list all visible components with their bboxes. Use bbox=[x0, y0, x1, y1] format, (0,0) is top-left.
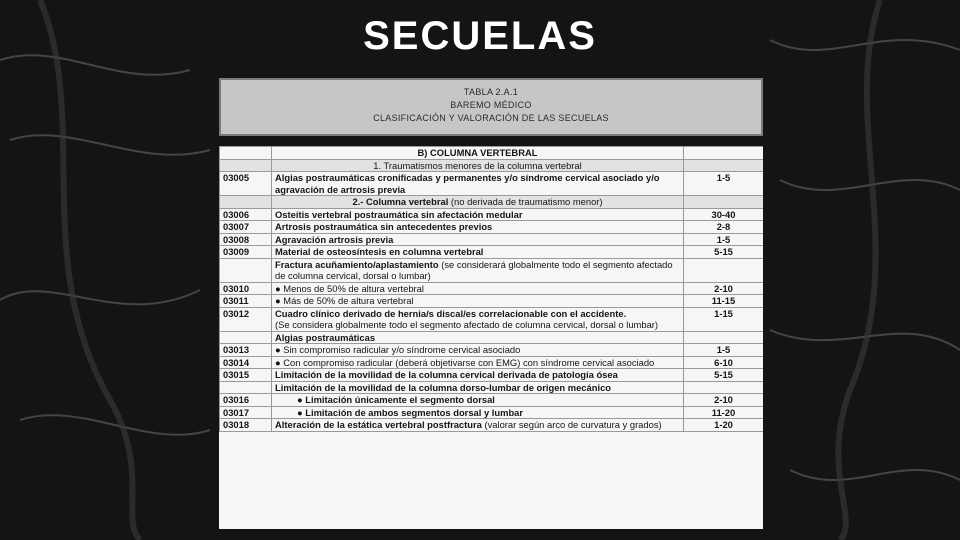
row-value: 5-15 bbox=[684, 369, 764, 382]
baremo-table-container bbox=[219, 146, 763, 529]
row-description-note: (Se considera globalmente todo el segmento afectado de columna cervical, dorsal o lumbar) bbox=[275, 319, 659, 330]
row-description: ● Menos de 50% de altura vertebral bbox=[272, 282, 684, 295]
row-code: 03015 bbox=[220, 369, 272, 382]
row-description-text: ● Limitación de ambos segmentos dorsal y lumbar bbox=[297, 406, 524, 418]
document-header bbox=[219, 78, 763, 136]
row-code: 03016 bbox=[220, 394, 272, 407]
row-code: 03005 bbox=[220, 172, 272, 196]
table-row bbox=[220, 369, 764, 382]
table-row bbox=[220, 295, 764, 308]
limitacion-heading: Limitación de la movilidad de la columna dorso-lumbar de origen mecánico bbox=[272, 381, 684, 394]
table-row bbox=[220, 394, 764, 407]
table-row bbox=[220, 208, 764, 221]
table-row bbox=[220, 307, 764, 331]
row-code: 03009 bbox=[220, 246, 272, 259]
row-value: 5-15 bbox=[684, 246, 764, 259]
row-value: 1-20 bbox=[684, 419, 764, 432]
row-description: Osteítis vertebral postraumática sin afectación medular bbox=[272, 208, 684, 221]
row-value: 11-20 bbox=[684, 406, 764, 419]
subsection-1-row bbox=[220, 159, 764, 172]
row-description: Agravación artrosis previa bbox=[272, 233, 684, 246]
table-row bbox=[220, 282, 764, 295]
row-description-title: Alteración de la estática vertebral postfractura bbox=[275, 419, 482, 430]
subsection-2-title: 2.- Columna vertebral bbox=[352, 196, 449, 207]
fractura-heading-row bbox=[220, 258, 764, 282]
subsection-1: 1. Traumatismos menores de la columna vertebral bbox=[272, 159, 684, 172]
row-value: 1-5 bbox=[684, 233, 764, 246]
row-description-title: Cuadro clínico derivado de hernia/s discal/es correlacionable con el accidente. bbox=[275, 307, 627, 319]
subsection-2 bbox=[272, 196, 684, 209]
row-value: 1-5 bbox=[684, 344, 764, 357]
row-code: 03011 bbox=[220, 295, 272, 308]
table-row bbox=[220, 406, 764, 419]
row-code: 03008 bbox=[220, 233, 272, 246]
row-description bbox=[272, 394, 684, 407]
row-description bbox=[272, 307, 684, 331]
row-code: 03006 bbox=[220, 208, 272, 221]
row-code: 03018 bbox=[220, 419, 272, 432]
row-value: 6-10 bbox=[684, 356, 764, 369]
algias-heading: Algias postraumáticas bbox=[272, 331, 684, 344]
row-code: 03007 bbox=[220, 221, 272, 234]
row-description: ● Más de 50% de altura vertebral bbox=[272, 295, 684, 308]
row-description-text: ● Limitación únicamente el segmento dorsal bbox=[297, 394, 495, 405]
limitacion-heading-row bbox=[220, 381, 764, 394]
table-row bbox=[220, 172, 764, 196]
row-description: ● Sin compromiso radicular y/o síndrome cervical asociado bbox=[272, 344, 684, 357]
table-row bbox=[220, 419, 764, 432]
subsection-2-note: (no derivada de traumatismo menor) bbox=[450, 196, 603, 207]
row-value: 1-5 bbox=[684, 172, 764, 196]
row-value: 30-40 bbox=[684, 208, 764, 221]
header-line-classification: CLASIFICACIÓN Y VALORACIÓN DE LAS SECUELAS bbox=[373, 113, 609, 123]
row-code: 03010 bbox=[220, 282, 272, 295]
row-value: 2-10 bbox=[684, 394, 764, 407]
algias-heading-row bbox=[220, 331, 764, 344]
fractura-heading bbox=[272, 258, 684, 282]
row-value: 11-15 bbox=[684, 295, 764, 308]
row-code: 03017 bbox=[220, 406, 272, 419]
table-row bbox=[220, 221, 764, 234]
subsection-2-row bbox=[220, 196, 764, 209]
header-line-table: TABLA 2.A.1 bbox=[463, 87, 519, 97]
table-row bbox=[220, 356, 764, 369]
row-value: 1-15 bbox=[684, 307, 764, 331]
table-row bbox=[220, 344, 764, 357]
fractura-note: (se considerará globalmente todo el segmento afectado de columna cervical, dorsal o lumbar) bbox=[275, 258, 673, 281]
slide-title: SECUELAS bbox=[363, 14, 597, 58]
section-title-row bbox=[220, 147, 764, 160]
row-value: 2-10 bbox=[684, 282, 764, 295]
section-title: B) COLUMNA VERTEBRAL bbox=[272, 147, 684, 160]
row-code: 03014 bbox=[220, 356, 272, 369]
table-row bbox=[220, 246, 764, 259]
row-code: 03013 bbox=[220, 344, 272, 357]
fractura-title: Fractura acuñamiento/aplastamiento bbox=[275, 258, 439, 270]
row-description bbox=[272, 406, 684, 419]
row-description: Artrosis postraumática sin antecedentes previos bbox=[272, 221, 684, 234]
row-value: 2-8 bbox=[684, 221, 764, 234]
row-description: ● Con compromiso radicular (deberá objetivarse con EMG) con síndrome cervical asociado bbox=[272, 356, 684, 369]
row-description-note: (valorar según arco de curvatura y grados) bbox=[484, 419, 662, 430]
row-description: Limitación de la movilidad de la columna cervical derivada de patología ósea bbox=[272, 369, 684, 382]
row-code: 03012 bbox=[220, 307, 272, 331]
baremo-table bbox=[219, 146, 763, 432]
header-line-baremo: BAREMO MÉDICO bbox=[450, 100, 532, 110]
row-description bbox=[272, 419, 684, 432]
row-description: Algias postraumáticas cronificadas y permanentes y/o síndrome cervical asociado y/o agravación de artrosis previa bbox=[272, 172, 684, 196]
row-description: Material de osteosíntesis en columna vertebral bbox=[272, 246, 684, 259]
table-row bbox=[220, 233, 764, 246]
